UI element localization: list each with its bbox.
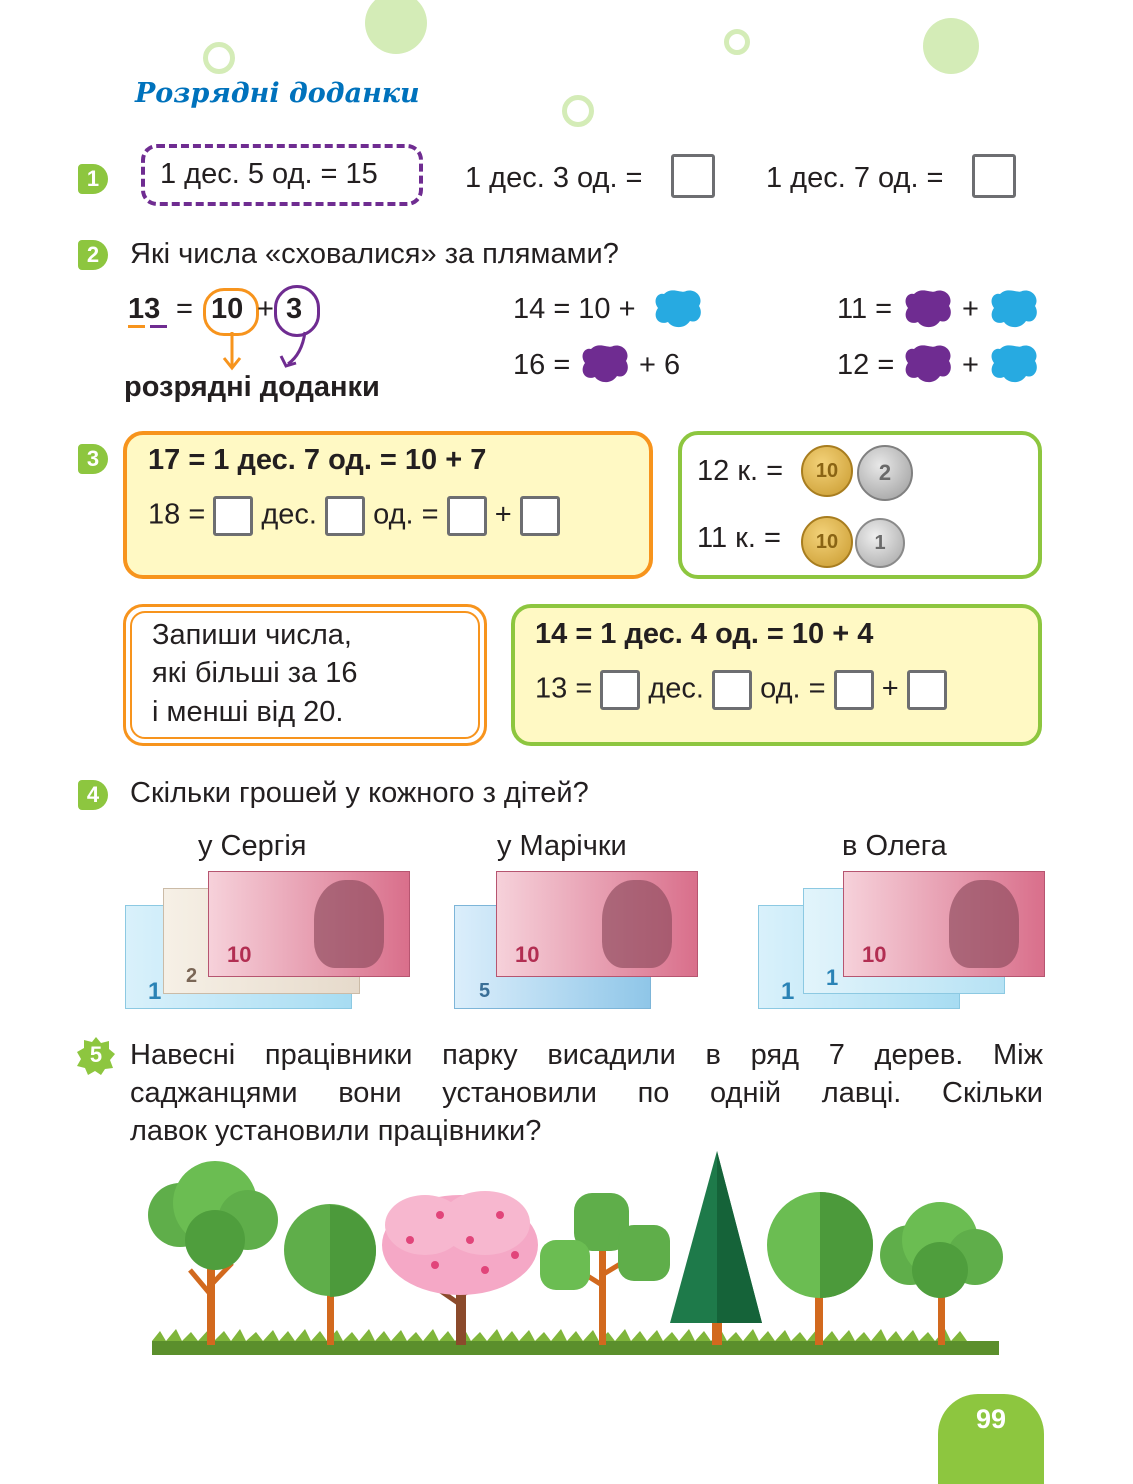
line-start: 13 = bbox=[535, 672, 593, 705]
blue-blot-icon bbox=[654, 288, 704, 335]
plus-sign: + bbox=[962, 349, 979, 381]
purple-blot-icon bbox=[581, 343, 631, 390]
task3-line bbox=[148, 496, 560, 536]
tens-underline bbox=[128, 325, 145, 328]
answer-box[interactable] bbox=[325, 496, 365, 536]
task1-item-3-label: 1 дес. 7 од. = bbox=[766, 162, 944, 194]
task-number-3: 3 bbox=[78, 444, 108, 474]
line-start: 18 = bbox=[148, 498, 206, 531]
coin-10-icon: 10 bbox=[801, 445, 853, 497]
ones-label: од. = bbox=[760, 672, 826, 705]
task5-line-2: саджанцями вони установили по одній лавці. Скільки bbox=[130, 1077, 1043, 1109]
example-text: 1 дес. 5 од. = 15 bbox=[160, 158, 378, 190]
answer-box[interactable] bbox=[907, 670, 947, 710]
write-text-line-2: які більші за 16 bbox=[152, 657, 358, 689]
pointer-arrows bbox=[210, 330, 320, 375]
task-number-1: 1 bbox=[78, 164, 108, 194]
banknote-5-icon: 5 bbox=[454, 905, 651, 1009]
answer-box[interactable] bbox=[671, 154, 715, 198]
tree-5-fir bbox=[670, 1151, 762, 1345]
tens-label: дес. bbox=[648, 672, 704, 705]
banknote-10-icon: 10 bbox=[208, 871, 410, 977]
task1-item-2-label: 1 дес. 3 од. = bbox=[465, 162, 643, 194]
banknote-10-icon: 10 bbox=[496, 871, 698, 977]
coins-line-1-label: 12 к. = bbox=[697, 455, 784, 487]
answer-box[interactable] bbox=[213, 496, 253, 536]
ones-underline bbox=[150, 325, 167, 328]
decor-circle bbox=[923, 18, 979, 74]
plus-sign: + bbox=[962, 293, 979, 325]
answer-box[interactable] bbox=[712, 670, 752, 710]
answer-box[interactable] bbox=[447, 496, 487, 536]
task3-example: 17 = 1 дес. 7 од. = 10 + 7 bbox=[148, 444, 487, 476]
task-number-2: 2 bbox=[78, 240, 108, 270]
task5-line-3: лавок установили працівники? bbox=[130, 1115, 542, 1147]
trees-illustration bbox=[140, 1145, 1010, 1365]
decor-ring bbox=[724, 29, 750, 55]
blue-blot-icon bbox=[990, 288, 1040, 335]
banknote-1-icon: 1 bbox=[125, 905, 352, 1009]
equation-2-start: 16 = bbox=[513, 349, 571, 381]
banknote-1-icon: 1 bbox=[758, 905, 960, 1009]
banknote-2-icon: 2 bbox=[163, 888, 360, 994]
plus-sign: + bbox=[494, 498, 512, 531]
decor-ring bbox=[203, 42, 235, 74]
decor-ring bbox=[562, 95, 594, 127]
equation-3-start: 11 = bbox=[837, 293, 893, 325]
task4-question: Скільки грошей у кожного з дітей? bbox=[130, 777, 589, 809]
purple-blot-icon bbox=[904, 343, 954, 390]
child-name-3: в Олега bbox=[842, 830, 947, 862]
answer-box[interactable] bbox=[600, 670, 640, 710]
tree-6 bbox=[767, 1192, 873, 1345]
purple-blot-icon bbox=[904, 288, 954, 335]
example-tens: 10 bbox=[211, 293, 244, 325]
tree-3-blossom bbox=[382, 1191, 538, 1345]
task3-line-2 bbox=[535, 670, 947, 710]
equation-2-end: + 6 bbox=[639, 349, 681, 381]
example-ones: 3 bbox=[286, 293, 303, 325]
coin-2-icon: 2 bbox=[857, 445, 913, 501]
equation-1: 14 = 10 + bbox=[513, 293, 636, 325]
task5-text bbox=[130, 1036, 1043, 1150]
task-number-5-badge bbox=[76, 1036, 116, 1081]
answer-box[interactable] bbox=[834, 670, 874, 710]
example-total: 13 bbox=[128, 293, 161, 325]
coin-1-icon: 1 bbox=[855, 518, 905, 568]
plus-sign: + bbox=[881, 672, 899, 705]
answer-box[interactable] bbox=[972, 154, 1016, 198]
tree-7 bbox=[880, 1202, 1003, 1345]
write-text-line-1: Запиши числа, bbox=[152, 619, 352, 651]
ones-label: од. = bbox=[373, 498, 439, 531]
answer-box[interactable] bbox=[520, 496, 560, 536]
child-name-2: у Марічки bbox=[497, 830, 627, 862]
write-text-line-3: і менші від 20. bbox=[152, 696, 344, 728]
section-title: Розрядні доданки bbox=[135, 78, 420, 109]
caption-place-value-addends: розрядні доданки bbox=[124, 371, 380, 403]
tree-2 bbox=[284, 1204, 376, 1345]
task-number-5: 5 bbox=[89, 1042, 103, 1067]
task5-line-1: Навесні працівники парку висадили в ряд 7 дерев. Між bbox=[130, 1039, 1043, 1071]
banknote-1-icon: 1 bbox=[803, 888, 1005, 994]
coin-10-icon: 10 bbox=[801, 516, 853, 568]
equation-4-start: 12 = bbox=[837, 349, 895, 381]
blue-blot-icon bbox=[990, 343, 1040, 390]
task3-example-2: 14 = 1 дес. 4 од. = 10 + 4 bbox=[535, 618, 874, 650]
decor-circle bbox=[365, 0, 427, 54]
task-number-4: 4 bbox=[78, 780, 108, 810]
tree-4 bbox=[540, 1193, 670, 1345]
task2-question: Які числа «сховалися» за плямами? bbox=[130, 238, 619, 270]
child-name-1: у Сергія bbox=[198, 830, 307, 862]
plus-sign: + bbox=[257, 293, 274, 325]
coins-line-2-label: 11 к. = bbox=[697, 522, 781, 554]
equals-sign: = bbox=[176, 293, 193, 325]
tree-1 bbox=[148, 1161, 278, 1345]
banknote-10-icon: 10 bbox=[843, 871, 1045, 977]
tens-label: дес. bbox=[261, 498, 317, 531]
page-number: 99 bbox=[975, 1404, 1007, 1434]
